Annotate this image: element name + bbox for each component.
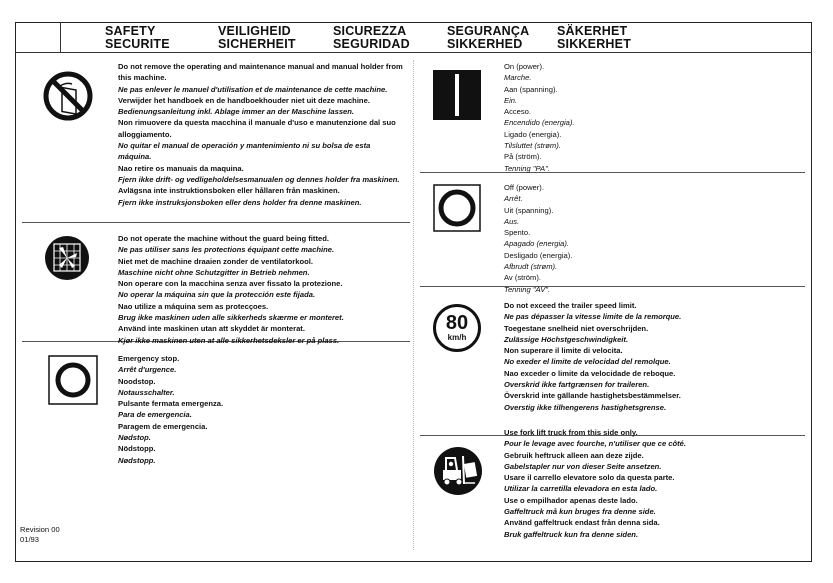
power-off-icon	[433, 184, 481, 232]
text-line: Verwijder het handboek en de handboekhouder niet uit deze machine.	[118, 95, 370, 105]
text-line: Non operare con la macchina senza aver fissato la protezione.	[118, 279, 343, 289]
revision-date: 01/93	[20, 535, 40, 544]
text-line: Tenning "PA".	[504, 163, 550, 173]
text-line: Arrêt.	[504, 194, 523, 204]
fan-guard-icon	[44, 235, 90, 281]
text-line: Tenning "AV".	[504, 284, 551, 294]
text-line: Avlägsna inte instruktionsboken eller hållaren från maskinen.	[118, 186, 340, 196]
forklift-icon	[433, 446, 483, 496]
text-line: Noodstop.	[118, 376, 156, 386]
text-line: Brug ikke maskinen uden alle sikkerheds skærme er monteret.	[118, 313, 344, 323]
text-line: Ne pas dépasser la vitesse limite de la remorque.	[504, 312, 682, 322]
text-line: Overskrid ikke fartgrænsen for traileren.	[504, 380, 650, 390]
text-line: Arrêt d'urgence.	[118, 365, 177, 375]
text-line: Emergency stop.	[118, 354, 180, 363]
text-line: Gabelstapler nur von dieser Seite ansetzen.	[504, 461, 662, 471]
text-line: Do not remove the operating and maintenance manual and manual holder from this machine.	[118, 62, 403, 83]
text-line: Nødstopp.	[118, 455, 156, 465]
text-line: Utilizar la carretilla elevadora en esta lado.	[504, 484, 658, 494]
text-line: Tilsluttet (strøm).	[504, 141, 561, 151]
guard-warning-text	[118, 233, 408, 346]
text-line: Bruk gaffeltruck kun fra denne siden.	[504, 529, 639, 539]
power-on-icon	[433, 70, 481, 120]
text-line: Gebruik heftruck alleen aan deze zijde.	[504, 450, 644, 460]
text-line: Marche.	[504, 73, 532, 83]
header-label: SEGURANÇA	[447, 24, 530, 38]
text-line: Fjern ikke instruksjonsboken eller dens holder fra denne maskinen.	[118, 197, 362, 207]
text-line: No quitar el manual de operación y mantenimiento ni su bolsa de esta máquina.	[118, 141, 371, 162]
header-col-4	[447, 25, 529, 51]
emergency-stop-icon	[48, 355, 98, 405]
text-line: Do not exceed the trailer speed limit.	[504, 301, 637, 310]
manual-warning-text	[118, 61, 403, 208]
header-label: SICUREZZA	[333, 24, 407, 38]
text-line: Spento.	[504, 228, 531, 238]
text-line: Off (power).	[504, 183, 544, 192]
header-label: SEGURIDAD	[333, 37, 410, 51]
header-label: SIKKERHED	[447, 37, 523, 51]
speed-limit-value: 80	[445, 312, 469, 334]
text-line: Use o empilhador apenas deste lado.	[504, 495, 638, 505]
section-divider	[22, 222, 410, 223]
text-line: Afbrudt (strøm).	[504, 262, 558, 272]
text-line: Do not operate the machine without the guard being fitted.	[118, 234, 329, 243]
header-left-cell-divider	[60, 22, 61, 52]
text-line: Bedienungsanleitung inkl. Ablage immer an der Maschine lassen.	[118, 107, 355, 117]
text-line: Överskrid inte gällande hastighetsbestämmelser.	[504, 391, 681, 401]
column-divider	[413, 60, 414, 550]
forklift-text	[504, 427, 804, 540]
text-line: Use fork lift truck from this side only.	[504, 428, 638, 437]
power-off-text	[504, 182, 704, 295]
text-line: Para de emergencia.	[118, 410, 192, 420]
text-line: Paragem de emergencia.	[118, 421, 208, 431]
text-line: Encendido (energia).	[504, 118, 575, 128]
header-label: SAFETY	[105, 24, 156, 38]
text-line: Desligado (energia).	[504, 250, 573, 260]
revision-info	[20, 525, 60, 545]
speed-limit-text	[504, 300, 804, 413]
text-line: Ein.	[504, 95, 518, 105]
text-line: Zulässige Höchstgeschwindigkeit.	[504, 334, 629, 344]
no-manual-removal-icon	[42, 70, 94, 122]
text-line: Aan (spanning).	[504, 84, 558, 94]
text-line: Ligado (energia).	[504, 129, 562, 139]
text-line: På (ström).	[504, 152, 542, 162]
text-line: Kjør ikke maskinen uten at alle sikkerhetsdeksler er på plass.	[118, 335, 340, 345]
header-col-1	[105, 25, 170, 51]
header-col-3	[333, 25, 410, 51]
header-label: VEILIGHEID	[218, 24, 291, 38]
power-on-text	[504, 61, 704, 174]
header-col-5	[557, 25, 631, 51]
text-line: Ne pas enlever le manuel d'utilisation et de maintenance de cette machine.	[118, 84, 388, 94]
text-line: Pulsante fermata emergenza.	[118, 399, 224, 409]
text-line: Non superare il limite di velocita.	[504, 346, 623, 356]
text-line: Nao exceder o limite da velocidade de reboque.	[504, 368, 676, 378]
header-col-2	[218, 25, 296, 51]
text-line: On (power).	[504, 62, 545, 71]
text-line: Använd inte maskinen utan att skyddet är monterat.	[118, 324, 305, 334]
header-label: SECURITE	[105, 37, 170, 51]
header-label: SIKKERHET	[557, 37, 632, 51]
revision-label: Revision 00	[20, 525, 60, 534]
text-line: Aus.	[504, 216, 520, 226]
text-line: No exeder el limite de velocidad del remolque.	[504, 357, 671, 367]
text-line: Pour le levage avec fourche, n'utiliser que ce côté.	[504, 439, 687, 449]
text-line: Fjern ikke drift- og vedligeholdelsesmanualen og dennes holder fra maskinen.	[118, 174, 400, 184]
text-line: Niet met de machine draaien zonder de ventilatorkool.	[118, 256, 313, 266]
text-line: Acceso.	[504, 107, 532, 117]
text-line: Usare il carrello elevatore solo da questa parte.	[504, 473, 675, 483]
text-line: Av (ström).	[504, 273, 541, 283]
header-label: SICHERHEIT	[218, 37, 296, 51]
speed-limit-unit: km/h	[447, 333, 467, 342]
text-line: Maschine nicht ohne Schutzgitter in Betrieb nehmen.	[118, 267, 310, 277]
text-line: Overstig ikke tilhengerens hastighetsgrense.	[504, 402, 667, 412]
text-line: Nao retire os manuais da maquina.	[118, 163, 244, 173]
text-line: Nao utilize a máquina sem as protecçoes.	[118, 301, 269, 311]
header-divider	[15, 52, 812, 53]
text-line: Använd gaffeltruck endast från denna sida.	[504, 518, 660, 528]
text-line: Gaffeltruck må kun bruges fra denne side.	[504, 507, 656, 517]
text-line: Nödstopp.	[118, 444, 156, 454]
speed-limit-icon	[433, 304, 481, 352]
text-line: Notausschalter.	[118, 387, 175, 397]
text-line: Non rimuovere da questa macchina il manuale d'uso e manutenzione dal suo alloggiamento.	[118, 118, 396, 139]
text-line: Apagado (energia).	[504, 239, 570, 249]
header-label: SÄKERHET	[557, 24, 628, 38]
text-line: Nødstop.	[118, 433, 151, 443]
text-line: No operar la máquina sin que la protección este fijada.	[118, 290, 316, 300]
text-line: Uit (spanning).	[504, 205, 554, 215]
emergency-stop-text	[118, 353, 318, 466]
text-line: Toegestane snelheid niet overschrijden.	[504, 323, 649, 333]
text-line: Ne pas utiliser sans les protections équipant cette machine.	[118, 245, 335, 255]
